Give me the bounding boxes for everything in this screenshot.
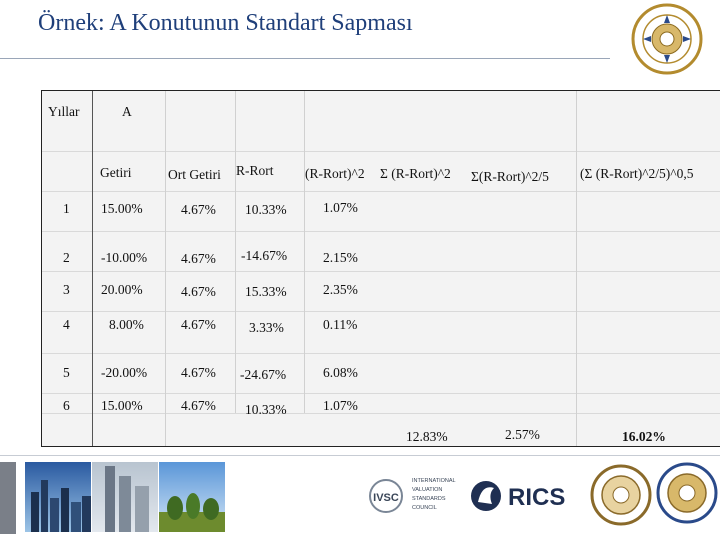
- header-getiri: Getiri: [100, 165, 132, 180]
- row6-ort: 4.67%: [181, 398, 216, 413]
- footer-divider: [0, 455, 720, 456]
- ivsc-logo-icon: [368, 468, 464, 524]
- row2-sq: 2.15%: [323, 250, 358, 265]
- row5-ort: 4.67%: [181, 365, 216, 380]
- row1-getiri: 15.00%: [101, 201, 143, 216]
- row1-year: 1: [63, 201, 70, 216]
- row5-sq: 6.08%: [323, 365, 358, 380]
- city-landscape-image: [25, 462, 225, 532]
- row3-ort: 4.67%: [181, 284, 216, 299]
- row3-getiri: 20.00%: [101, 282, 143, 297]
- page-title: Örnek: A Konutunun Standart Sapması: [38, 10, 413, 36]
- row6-diff: 10.33%: [245, 402, 287, 417]
- row3-year: 3: [63, 282, 70, 297]
- data-table: [41, 90, 720, 447]
- row5-getiri: -20.00%: [101, 365, 148, 380]
- header-sum-sq: Σ (R-Rort)^2: [380, 166, 451, 181]
- row6-getiri: 15.00%: [101, 398, 143, 413]
- header-a: A: [122, 104, 132, 119]
- header-sum-sq-div5: Σ(R-Rort)^2/5: [471, 169, 549, 184]
- row2-diff: -14.67%: [241, 248, 288, 263]
- header-ort-getiri: Ort Getiri: [168, 167, 221, 182]
- total-sum-sq: 12.83%: [406, 429, 448, 444]
- ivsc-line-4: COUNCIL: [412, 505, 437, 511]
- row4-year: 4: [63, 317, 70, 332]
- title-divider: [0, 58, 610, 59]
- row2-getiri: -10.00%: [101, 250, 148, 265]
- total-std-dev: 16.02%: [622, 429, 666, 444]
- row5-year: 5: [63, 365, 70, 380]
- row2-year: 2: [63, 250, 70, 265]
- row4-diff: 3.33%: [249, 320, 284, 335]
- header-r-rort-sq: (R-Rort)^2: [305, 166, 365, 181]
- row1-ort: 4.67%: [181, 202, 216, 217]
- seal-right-icon: [656, 462, 718, 524]
- university-seal-icon: [624, 3, 710, 75]
- ivsc-line-2: VALUATION: [412, 487, 443, 493]
- header-std-dev: (Σ (R-Rort)^2/5)^0,5: [580, 166, 694, 181]
- header-r-rort: R-Rort: [236, 163, 274, 178]
- row3-diff: 15.33%: [245, 284, 287, 299]
- row4-sq: 0.11%: [323, 317, 358, 332]
- row6-year: 6: [63, 398, 70, 413]
- row4-ort: 4.67%: [181, 317, 216, 332]
- row2-ort: 4.67%: [181, 251, 216, 266]
- side-accent-bar: [0, 462, 16, 534]
- row5-diff: -24.67%: [240, 367, 287, 382]
- row1-sq: 1.07%: [323, 200, 358, 215]
- row3-sq: 2.35%: [323, 282, 358, 297]
- header-yillar: Yıllar: [48, 104, 80, 119]
- ivsc-line-1: INTERNATIONAL: [412, 478, 456, 484]
- row6-sq: 1.07%: [323, 398, 358, 413]
- ivsc-mark: IVSC: [373, 492, 399, 504]
- seal-left-icon: [590, 464, 652, 526]
- row1-diff: 10.33%: [245, 202, 287, 217]
- ivsc-line-3: STANDARDS: [412, 496, 446, 502]
- row4-getiri: 8.00%: [109, 317, 144, 332]
- rics-logo-icon: [468, 472, 580, 520]
- total-variance: 2.57%: [505, 427, 540, 442]
- rics-wordmark: RICS: [508, 484, 566, 511]
